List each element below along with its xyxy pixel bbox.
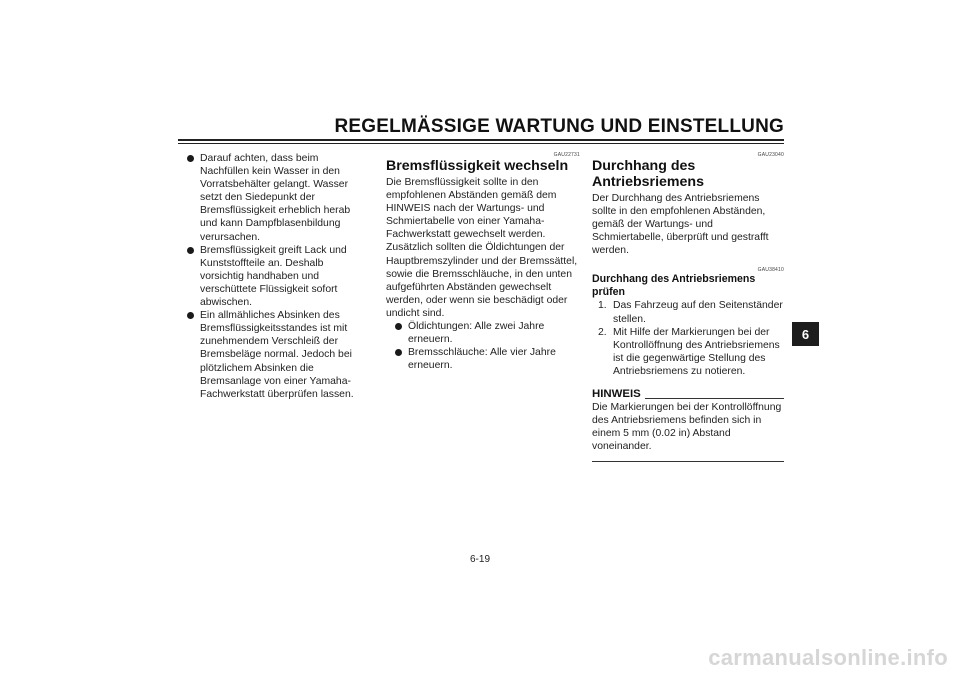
page-number: 6-19 [469,554,490,565]
note-rule [645,398,784,399]
note-header [592,388,784,401]
section-heading-brake-fluid-change: Bremsflüssigkeit wechseln [386,158,569,174]
watermark: carmanualsonline.info [708,645,948,670]
section-paragraph: Der Durchhang des Antriebsriemens sollte in den empfohlenen Abständen, gemäß der Wartungs- und Schmiertabelle, überprüft und gestrafft werden. [592,193,769,257]
note-label: HINWEIS [592,388,641,401]
chapter-tab: 6 [792,322,819,346]
subheading-belt-slack-check: Durchhang des Antriebsriemens prüfen [592,273,756,299]
bullet-icon [395,323,402,330]
list-item: Öldichtungen: Alle zwei Jahre erneuern. [394,320,580,346]
bullet-list-replacement-intervals [394,320,580,372]
list-item: Ein allmähliches Absinken des Bremsflüssigkeitsstandes ist mit zunehmendem Verschleiß der Bremsbeläge normal. Jedoch bei plötzlichem Absinken die Bremsanlage von einer Yamaha-Fachwerkstatt überprüfen lassen. [186,309,366,401]
list-item: Darauf achten, dass beim Nachfüllen kein Wasser in den Vorratsbehälter gelangt. Wasser setzt den Siedepunkt der Bremsflüssigkeit erheblich herab und kann Dampfblasenbildung verursachen. [186,152,366,244]
bullet-icon [187,312,194,319]
column-middle [386,152,580,372]
section-heading-belt-slack: Durchhang des Antriebsriemens [592,158,704,190]
list-item: Bremsflüssigkeit greift Lack und Kunststoffteile an. Deshalb vorsichtig handhaben und verschüttete Flüssigkeit sofort abwischen. [186,244,366,309]
list-item: 1. Das Fahrzeug auf den Seitenständer stellen. [598,300,783,325]
list-item: Bremsschläuche: Alle vier Jahre erneuern. [394,346,580,372]
bullet-icon [395,349,402,356]
bullet-icon [187,247,194,254]
bullet-list-brake-fluid-notes [186,152,366,401]
header-rule [178,139,784,144]
column-right [592,152,784,462]
note-text: Die Markierungen bei der Kontrollöffnung des Antriebsriemens befinden sich in einem 5 mm (0.02 in) Abstand voneinander. [592,402,782,453]
column-left [186,152,366,401]
numbered-steps [598,299,784,378]
page-header-title: REGELMÄSSIGE WARTUNG UND EINSTELLUNG [334,116,784,137]
note-end-rule [592,461,784,462]
section-code: GAU22731 [553,152,580,158]
section-code: GAU23040 [757,152,784,158]
section-code: GAU38410 [757,267,784,274]
list-item: 2. Mit Hilfe der Markierungen bei der Kontrollöffnung des Antriebsriemens ist die gegenwärtige Stellung des Antriebsriemens zu notieren. [598,326,780,377]
section-paragraph: Die Bremsflüssigkeit sollte in den empfohlenen Abständen gemäß dem HINWEIS nach der Wartungs- und Schmiertabelle von einer Yamaha-Fachwerkstatt gewechselt werden. Zusätzlich sollten die Öldichtungen der Hauptbremszylinder und der Bremssättel, sowie die Bremsschläuche, in den unten aufgeführten Abständen gewechselt werden, oder wenn sie beschädigt oder undicht sind. [386,177,578,319]
bullet-icon [187,155,194,162]
